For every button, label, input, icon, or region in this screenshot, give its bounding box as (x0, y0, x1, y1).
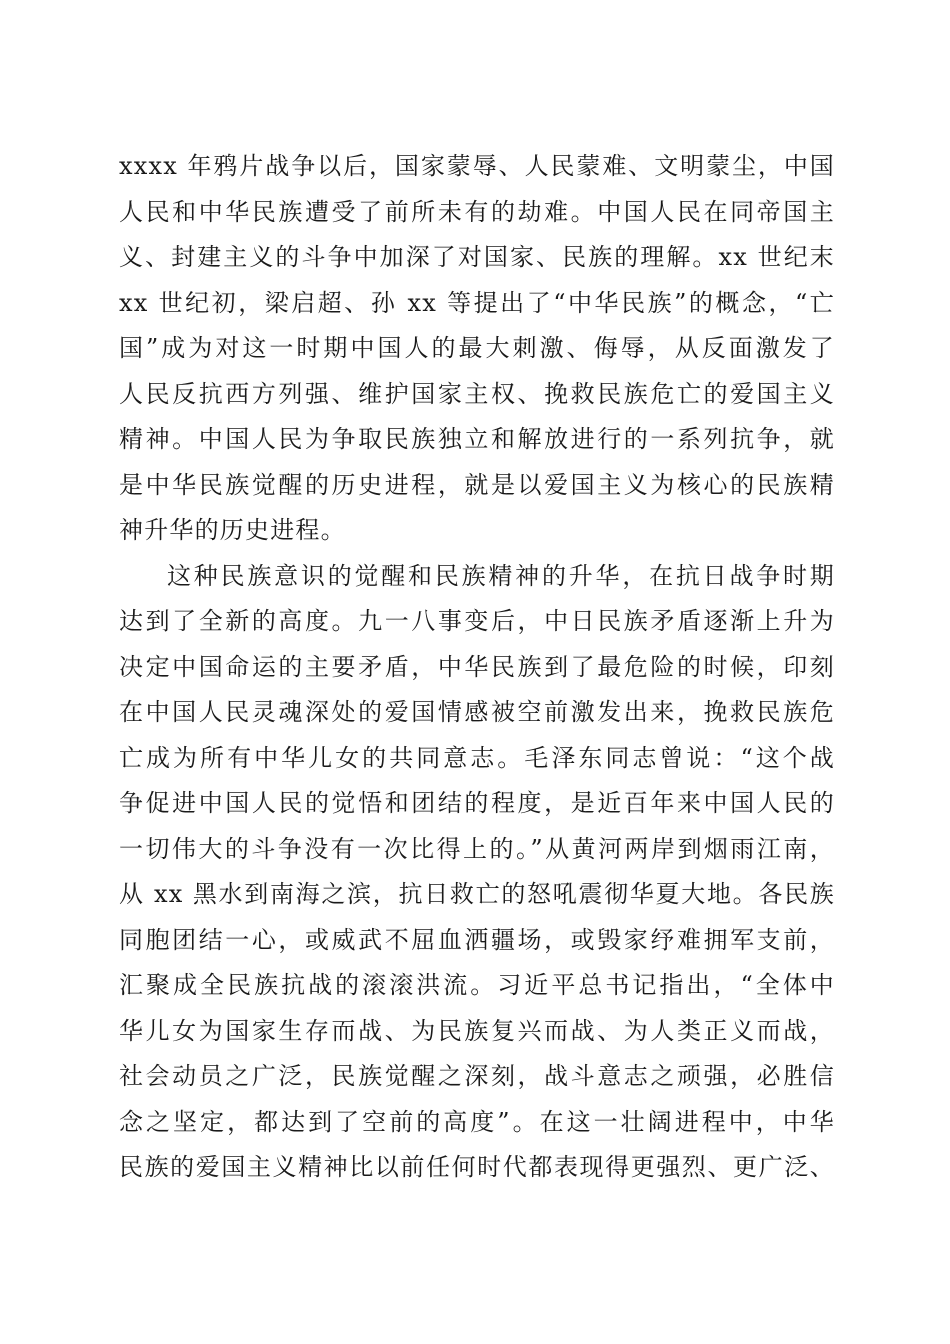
text-line: 民族的爱国主义精神比以前任何时代都表现得更强烈、更广泛、 (119, 1153, 835, 1181)
text-line: 华儿女为国家生存而战、为民族复兴而战、为人类正义而战， (119, 1016, 835, 1045)
text-line: 从 xx 黑水到南海之滨，抗日救亡的怒吼震彻华夏大地。各民族 (119, 880, 835, 908)
paragraph-1 (119, 144, 835, 554)
text-line: 精神。中国人民为争取民族独立和解放进行的一系列抗争，就 (119, 425, 835, 453)
text-line: 是中华民族觉醒的历史进程，就是以爱国主义为核心的民族精 (119, 470, 835, 499)
text-line: 同胞团结一心，或威武不屈血洒疆场，或毁家纾难拥军支前， (119, 925, 835, 954)
text-line: 争促进中国人民的觉悟和团结的程度，是近百年来中国人民的 (119, 789, 835, 817)
text-line: xxxx 年鸦片战争以后，国家蒙辱、人民蒙难、文明蒙尘，中国 (119, 152, 835, 180)
text-line: 人民和中华民族遭受了前所未有的劫难。中国人民在同帝国主 (119, 197, 835, 226)
paragraph-2 (119, 554, 835, 1191)
text-line: 社会动员之广泛，民族觉醒之深刻，战斗意志之顽强，必胜信 (119, 1062, 835, 1090)
text-line: xx 世纪初，梁启超、孙 xx 等提出了“中华民族”的概念，“亡 (119, 288, 835, 317)
text-line: 汇聚成全民族抗战的滚滚洪流。习近平总书记指出，“全体中 (119, 971, 835, 999)
text-line: 人民反抗西方列强、维护国家主权、挽救民族危亡的爱国主义 (119, 379, 835, 408)
text-line: 亡成为所有中华儿女的共同意志。毛泽东同志曾说：“这个战 (119, 743, 835, 772)
text-line: 决定中国命运的主要矛盾，中华民族到了最危险的时候，印刻 (119, 652, 835, 681)
text-line: 这种民族意识的觉醒和民族精神的升华，在抗日战争时期 (167, 561, 835, 590)
text-line: 义、封建主义的斗争中加深了对国家、民族的理解。xx 世纪末 (119, 243, 835, 271)
text-line: 在中国人民灵魂深处的爱国情感被空前激发出来，挽救民族危 (119, 698, 835, 726)
text-line: 神升华的历史进程。 (119, 516, 346, 544)
text-line: 一切伟大的斗争没有一次比得上的。”从黄河两岸到烟雨江南， (119, 834, 835, 863)
body-text (119, 144, 835, 1191)
text-line: 念之坚定，都达到了空前的高度”。在这一壮阔进程中，中华 (119, 1107, 835, 1136)
text-line: 国”成为对这一时期中国人的最大刺激、侮辱，从反面激发了 (119, 334, 835, 362)
text-line: 达到了全新的高度。九一八事变后，中日民族矛盾逐渐上升为 (119, 607, 835, 635)
